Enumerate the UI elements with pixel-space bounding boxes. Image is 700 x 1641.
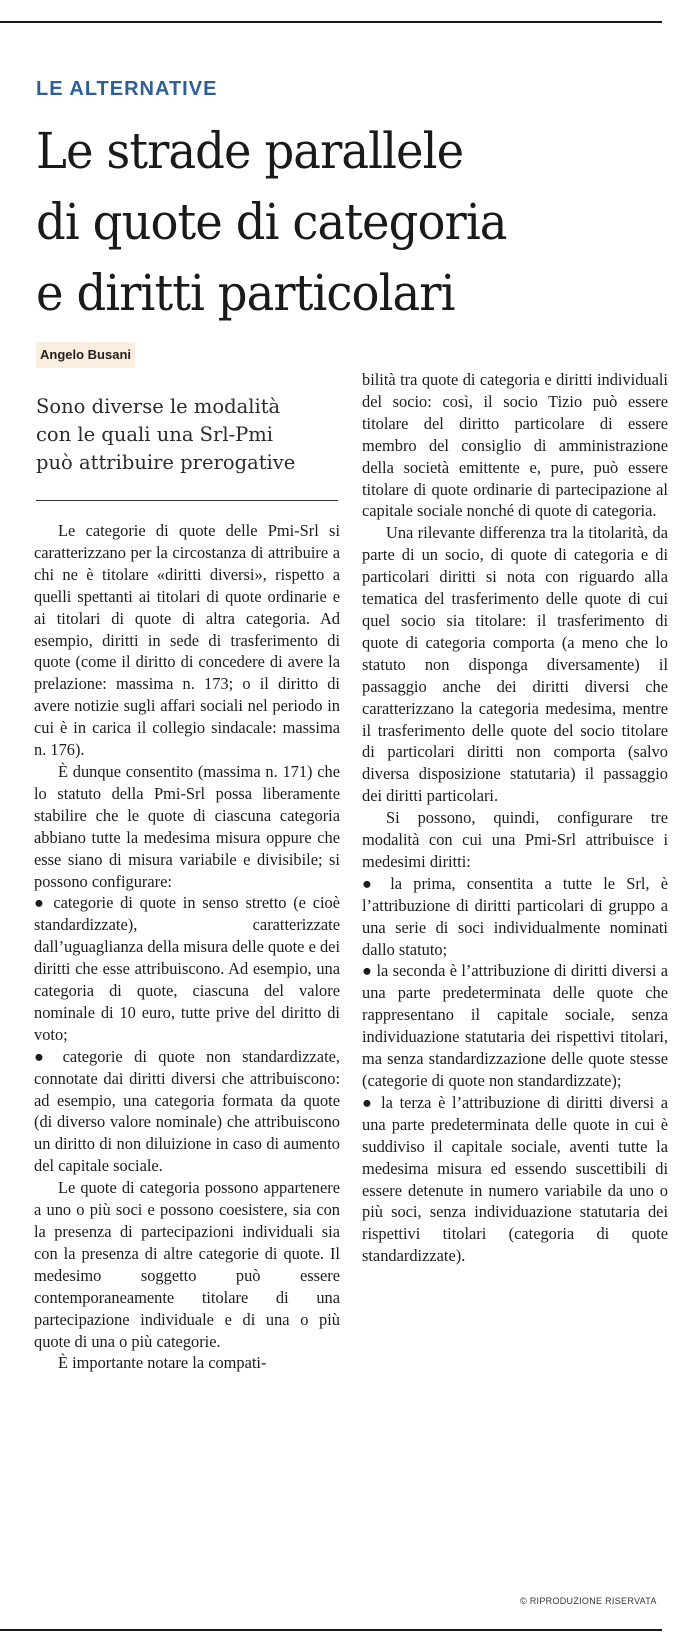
headline-line: Le strade parallele bbox=[36, 122, 464, 180]
bottom-rule bbox=[0, 1629, 662, 1631]
summary-divider bbox=[36, 500, 338, 501]
summary-line: con le quali una Srl-Pmi bbox=[36, 423, 274, 446]
copyright-notice: © RIPRODUZIONE RISERVATA bbox=[520, 1596, 657, 1606]
body-paragraph: bilità tra quote di categoria e diritti individuali del socio: così, il socio Tizio può essere titolare del diritto particolare di essere membro del consiglio di amministrazione della società emittente e, pure, può essere titolare di quote ordinarie di partecipazione al capitale sociale nonché di quote di categoria. bbox=[362, 370, 668, 521]
body-paragraph: Si possono, quindi, configurare tre modalità con cui una Pmi-Srl attribuisce i medesimi diritti: bbox=[362, 808, 668, 871]
summary-line: Sono diverse le modalità bbox=[36, 395, 281, 418]
section-kicker: LE ALTERNATIVE bbox=[36, 78, 218, 100]
bullet-paragraph: ● la seconda è l’attribuzione di diritti diversi a una parte predeterminata delle quote che rappresentano il capitale sociale, senza individuazione statutaria dei rispettivi titolari, ma senza standardizzazione delle quote stesse (categorie di quote non standardizzate); bbox=[362, 961, 668, 1090]
body-paragraph: È dunque consentito (massima n. 171) che lo statuto della Pmi-Srl possa liberamente stabilire che le quote di ciascuna categoria abbiano tutte la medesima misura oppure che esse siano di misura variabile e divisibile; si possono configurare: bbox=[34, 761, 340, 891]
headline-line: di quote di categoria bbox=[36, 193, 507, 251]
bullet-paragraph: ● categorie di quote non standardizzate, connotate dai diritti diversi che attribuiscono: ad esempio, una categoria formata da quote (di diverso valore nominale) che attribuiscono un diritto di non diluizione in caso di aumento del capitale sociale. bbox=[34, 1046, 340, 1176]
body-column-left bbox=[34, 520, 340, 1374]
body-paragraph: Le quote di categoria possono appartenere a uno o più soci e possono coesistere, sia con la presenza di partecipazioni individuali sia con la presenza di altre categorie di quote. Il medesimo soggetto può essere contemporaneamente titolare di una partecipazione individuale e di una o più quote di una o più categorie. bbox=[34, 1178, 340, 1351]
summary-line: può attribuire prerogative bbox=[36, 451, 296, 474]
bullet-paragraph: ● la prima, consentita a tutte le Srl, è l’attribuzione di diritti particolari di gruppo a una serie di soci individualmente nominati dallo statuto; bbox=[362, 873, 668, 959]
bullet-paragraph: ● categorie di quote in senso stretto (e cioè standardizzate), caratterizzate dall’uguaglianza della misura delle quote e dei diritti che esse attribuiscono. Ad esempio, una categoria di quote, ciascuna del valore nominale di 10 euro, tutte prive del diritto di voto; bbox=[34, 893, 340, 1044]
summary bbox=[36, 393, 336, 477]
top-rule bbox=[0, 21, 662, 23]
bullet-paragraph: ● la terza è l’attribuzione di diritti diversi a una parte predeterminata delle quote in cui è suddiviso il capitale sociale, aventi tutte la medesima misura ed essendo suscettibili di essere detenute in numero variabile da uno o più soci, senza individuazione statutaria dei rispettivi titolari (categoria di quote standardizzate). bbox=[362, 1092, 668, 1266]
body-paragraph: Le categorie di quote delle Pmi-Srl si caratterizzano per la circostanza di attribuire a chi ne è titolare «diritti diversi», rispetto a quelli spettanti ai titolari di quote ordinarie e ai titolari di quote di altra categoria. Ad esempio, diritti in sede di trasferimento di quote (come il diritto di concedere di avere la prelazione: massima n. 173; o il diritto di avere notizie sugli affari sociali nel periodo in cui è in carica il collegio sindacale: massima n. 176). bbox=[34, 521, 340, 760]
author-byline: Angelo Busani bbox=[36, 342, 135, 368]
headline bbox=[36, 116, 631, 329]
headline-line: e diritti particolari bbox=[36, 264, 455, 322]
body-paragraph: È importante notare la compati- bbox=[58, 1353, 267, 1373]
body-column-right bbox=[362, 369, 668, 1267]
body-paragraph: Una rilevante differenza tra la titolarità, da parte di un socio, di quote di categoria e di particolari diritti si nota con riguardo alla tematica del trasferimento delle quote di cui quel socio sia titolare: il trasferimento di quote di categoria comporta (a meno che lo statuto non disponga diversamente) il passaggio anche dei diritti diversi che caratterizzano la categoria medesima, mentre il trasferimento delle quote del socio titolare di particolari diritti non comporta (salvo diversa disposizione statutaria) il passaggio dei diritti particolari. bbox=[362, 523, 668, 806]
